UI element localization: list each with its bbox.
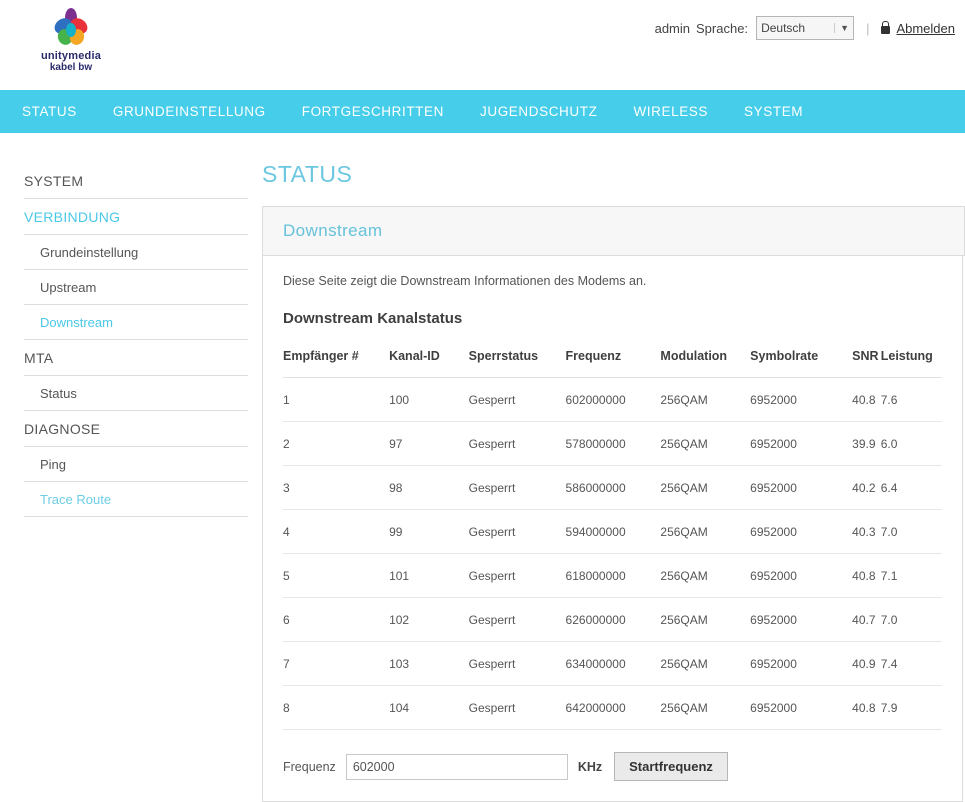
table-row (283, 378, 942, 422)
table-row (283, 642, 942, 686)
cell-modulation: 256QAM (660, 422, 750, 466)
column-header-snr: SNR (852, 343, 881, 378)
cell-leistung: 7.4 (881, 642, 942, 686)
column-header-symbolrate: Symbolrate (750, 343, 852, 378)
cell-leistung: 7.9 (881, 686, 942, 730)
cell-snr: 40.8 (852, 554, 881, 598)
cell-empfaenger: 7 (283, 642, 389, 686)
frequency-form (283, 730, 942, 801)
panel-title: Downstream (262, 206, 965, 256)
column-header-modulation: Modulation (660, 343, 750, 378)
cell-kanal-id: 97 (389, 422, 469, 466)
cell-symbolrate: 6952000 (750, 378, 852, 422)
downstream-panel (262, 256, 963, 802)
cell-sperrstatus: Gesperrt (469, 510, 566, 554)
cell-kanal-id: 101 (389, 554, 469, 598)
logout-label: Abmelden (896, 20, 955, 36)
cell-leistung: 6.4 (881, 466, 942, 510)
section-title: Downstream Kanalstatus (283, 310, 463, 327)
nav-item-system[interactable]: SYSTEM (744, 104, 804, 119)
column-header-empfaenger: Empfänger # (283, 343, 389, 378)
column-header-kanal-id: Kanal-ID (389, 343, 469, 378)
cell-symbolrate: 6952000 (750, 554, 852, 598)
cell-symbolrate: 6952000 (750, 642, 852, 686)
header-controls (655, 16, 955, 40)
cell-snr: 40.8 (852, 686, 881, 730)
table-row (283, 598, 942, 642)
panel-body (263, 256, 962, 801)
sidebar-item-upstream[interactable]: Upstream (24, 270, 248, 305)
cell-kanal-id: 103 (389, 642, 469, 686)
cell-sperrstatus: Gesperrt (469, 598, 566, 642)
cell-modulation: 256QAM (660, 510, 750, 554)
cell-modulation: 256QAM (660, 686, 750, 730)
cell-empfaenger: 5 (283, 554, 389, 598)
nav-item-grundeinstellung[interactable]: GRUNDEINSTELLUNG (112, 104, 266, 119)
cell-leistung: 7.0 (881, 510, 942, 554)
cell-empfaenger: 4 (283, 510, 389, 554)
cell-frequenz: 578000000 (566, 422, 661, 466)
logo-text-secondary: kabel bw (49, 62, 93, 73)
admin-user-label: admin (654, 20, 691, 36)
cell-symbolrate: 6952000 (750, 510, 852, 554)
cell-frequenz: 594000000 (566, 510, 661, 554)
sidebar-item-diagnose[interactable]: DIAGNOSE (24, 411, 248, 447)
page-body (0, 133, 965, 802)
table-header (283, 343, 942, 378)
cell-frequenz: 642000000 (566, 686, 661, 730)
downstream-channel-table (283, 343, 942, 730)
table-row (283, 510, 942, 554)
language-select[interactable] (756, 16, 854, 40)
table-row (283, 466, 942, 510)
cell-snr: 40.3 (852, 510, 881, 554)
cell-modulation: 256QAM (660, 466, 750, 510)
language-select-value: Deutsch (761, 21, 806, 35)
nav-item-status[interactable]: STATUS (22, 104, 77, 119)
cell-snr: 40.9 (852, 642, 881, 686)
cell-sperrstatus: Gesperrt (469, 554, 566, 598)
frequency-input[interactable] (346, 754, 568, 780)
cell-sperrstatus: Gesperrt (469, 642, 566, 686)
cell-kanal-id: 104 (389, 686, 469, 730)
header-divider: | (866, 20, 870, 36)
cell-frequenz: 634000000 (566, 642, 661, 686)
logo-flower-icon (51, 8, 91, 48)
cell-frequenz: 602000000 (566, 378, 661, 422)
sidebar-item-downstream[interactable]: Downstream (24, 305, 248, 340)
cell-snr: 40.7 (852, 598, 881, 642)
table-row (283, 554, 942, 598)
cell-sperrstatus: Gesperrt (469, 686, 566, 730)
cell-modulation: 256QAM (660, 378, 750, 422)
sidebar-item-verbindung[interactable]: VERBINDUNG (24, 199, 248, 235)
nav-item-jugendschutz[interactable]: JUGENDSCHUTZ (480, 104, 598, 119)
language-label: Sprache: (696, 20, 749, 36)
cell-frequenz: 618000000 (566, 554, 661, 598)
cell-empfaenger: 6 (283, 598, 389, 642)
sidebar-item-mta[interactable]: MTA (24, 340, 248, 376)
nav-item-wireless[interactable]: WIRELESS (633, 104, 709, 119)
frequency-unit-label: KHz (577, 759, 603, 774)
cell-kanal-id: 98 (389, 466, 469, 510)
cell-snr: 40.2 (852, 466, 881, 510)
cell-modulation: 256QAM (660, 598, 750, 642)
cell-sperrstatus: Gesperrt (469, 422, 566, 466)
sidebar-item-trace-route[interactable]: Trace Route (24, 482, 248, 517)
table-row (283, 686, 942, 730)
cell-snr: 40.8 (852, 378, 881, 422)
cell-leistung: 7.0 (881, 598, 942, 642)
panel-intro-text: Diese Seite zeigt die Downstream Informationen des Modems an. (283, 274, 647, 288)
cell-empfaenger: 3 (283, 466, 389, 510)
cell-empfaenger: 8 (283, 686, 389, 730)
table-body (283, 378, 942, 730)
sidebar-item-status[interactable]: Status (24, 376, 248, 411)
cell-empfaenger: 2 (283, 422, 389, 466)
sidebar-item-ping[interactable]: Ping (24, 447, 248, 482)
cell-modulation: 256QAM (660, 642, 750, 686)
main-content (248, 133, 965, 802)
brand-logo[interactable] (38, 8, 104, 73)
column-header-frequenz: Frequenz (566, 343, 661, 378)
cell-snr: 39.9 (852, 422, 881, 466)
cell-leistung: 6.0 (881, 422, 942, 466)
sidebar-item-system[interactable]: SYSTEM (24, 163, 248, 199)
cell-kanal-id: 100 (389, 378, 469, 422)
cell-symbolrate: 6952000 (750, 598, 852, 642)
sidebar (0, 133, 248, 802)
cell-symbolrate: 6952000 (750, 466, 852, 510)
logout-button[interactable] (881, 21, 955, 36)
column-header-sperrstatus: Sperrstatus (469, 343, 566, 378)
chevron-down-icon: ▼ (834, 23, 849, 33)
frequency-label: Frequenz (283, 759, 336, 774)
column-header-leistung: Leistung (881, 343, 942, 378)
cell-sperrstatus: Gesperrt (469, 378, 566, 422)
page-title: STATUS (262, 161, 353, 187)
main-navigation (0, 90, 965, 133)
nav-item-fortgeschritten[interactable]: FORTGESCHRITTEN (301, 104, 444, 119)
table-row (283, 422, 942, 466)
cell-frequenz: 586000000 (566, 466, 661, 510)
cell-kanal-id: 99 (389, 510, 469, 554)
cell-leistung: 7.6 (881, 378, 942, 422)
cell-sperrstatus: Gesperrt (469, 466, 566, 510)
cell-empfaenger: 1 (283, 378, 389, 422)
cell-modulation: 256QAM (660, 554, 750, 598)
lock-icon (881, 26, 890, 34)
sidebar-item-grundeinstellung[interactable]: Grundeinstellung (24, 235, 248, 270)
page-header (0, 0, 965, 90)
cell-symbolrate: 6952000 (750, 686, 852, 730)
table-header-row (283, 343, 942, 378)
start-frequency-button[interactable]: Startfrequenz (614, 752, 728, 781)
cell-kanal-id: 102 (389, 598, 469, 642)
cell-symbolrate: 6952000 (750, 422, 852, 466)
cell-frequenz: 626000000 (566, 598, 661, 642)
cell-leistung: 7.1 (881, 554, 942, 598)
logo-text-primary: unitymedia (40, 50, 102, 62)
